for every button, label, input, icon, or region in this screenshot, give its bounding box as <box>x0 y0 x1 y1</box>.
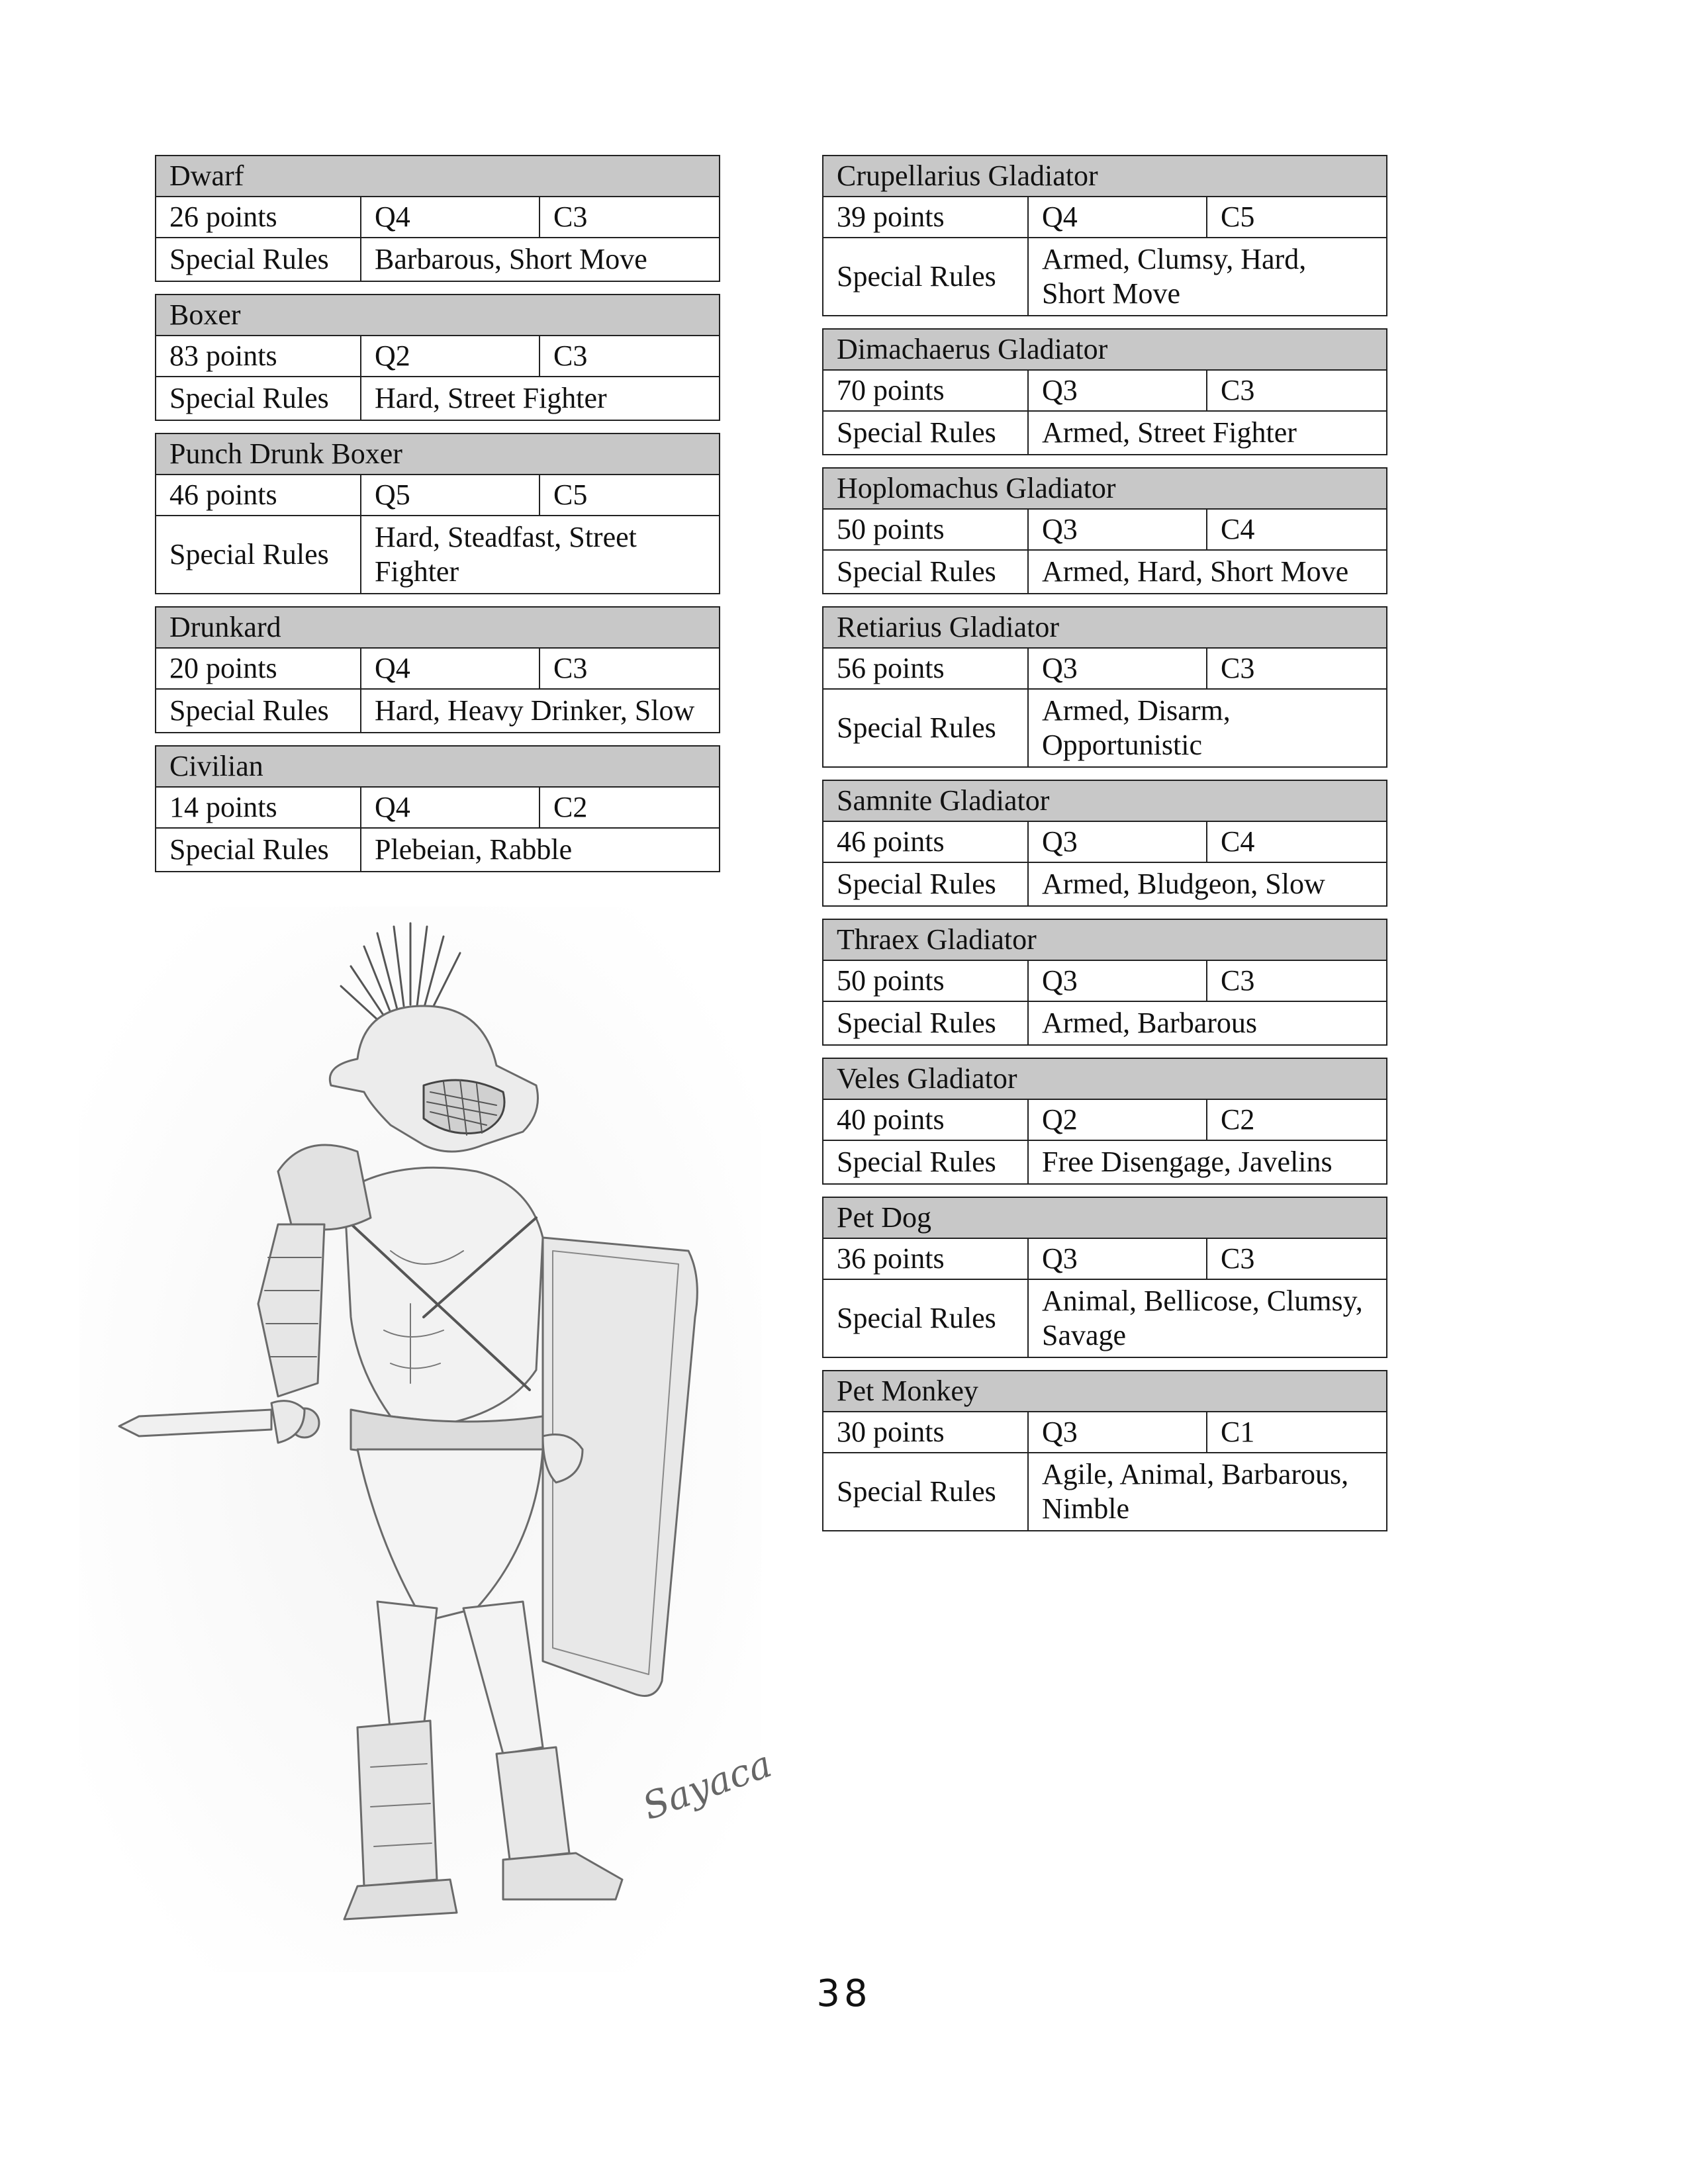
artist-signature: Sayaca <box>637 1743 778 1829</box>
special-rules-value: Armed, Clumsy, Hard, Short Move <box>1028 238 1387 316</box>
unit-points: 46 points <box>823 821 1028 862</box>
special-rules-label: Special Rules <box>823 238 1028 316</box>
unit-points: 50 points <box>823 960 1028 1001</box>
unit-card-crupellarius-gladiator <box>822 155 1387 316</box>
unit-combat: C3 <box>539 197 720 238</box>
unit-combat: C4 <box>1207 509 1387 550</box>
unit-quality: Q2 <box>361 336 539 377</box>
unit-card-drunkard <box>155 606 720 733</box>
special-rules-value: Armed, Bludgeon, Slow <box>1028 862 1387 906</box>
unit-combat: C3 <box>1207 1238 1387 1279</box>
unit-quality: Q4 <box>361 197 539 238</box>
unit-card-samnite-gladiator <box>822 780 1387 907</box>
unit-combat: C2 <box>1207 1099 1387 1140</box>
special-rules-value: Armed, Disarm, Opportunistic <box>1028 689 1387 767</box>
unit-points: 70 points <box>823 370 1028 411</box>
unit-name: Boxer <box>156 295 720 336</box>
special-rules-label: Special Rules <box>823 862 1028 906</box>
unit-points: 14 points <box>156 787 361 828</box>
page-number: 38 <box>816 1972 872 2015</box>
right-unit-column <box>822 155 1386 1543</box>
right-greave <box>496 1747 569 1860</box>
unit-card-hoplomachus-gladiator <box>822 467 1387 594</box>
unit-name: Crupellarius Gladiator <box>823 156 1387 197</box>
helmet-grill <box>424 1080 504 1134</box>
special-rules-label: Special Rules <box>156 516 361 594</box>
unit-card-pet-monkey <box>822 1370 1387 1531</box>
unit-combat: C3 <box>539 336 720 377</box>
unit-name: Veles Gladiator <box>823 1058 1387 1099</box>
unit-points: 46 points <box>156 475 361 516</box>
unit-quality: Q5 <box>361 475 539 516</box>
special-rules-label: Special Rules <box>823 1279 1028 1357</box>
unit-quality: Q4 <box>361 787 539 828</box>
torso <box>344 1167 543 1423</box>
special-rules-value: Free Disengage, Javelins <box>1028 1140 1387 1184</box>
unit-combat: C5 <box>1207 197 1387 238</box>
special-rules-label: Special Rules <box>823 689 1028 767</box>
unit-points: 20 points <box>156 648 361 689</box>
left-unit-column <box>155 155 719 884</box>
special-rules-label: Special Rules <box>823 550 1028 594</box>
unit-name: Civilian <box>156 746 720 787</box>
special-rules-label: Special Rules <box>823 1001 1028 1045</box>
special-rules-label: Special Rules <box>823 1453 1028 1531</box>
unit-card-dwarf <box>155 155 720 282</box>
special-rules-value: Animal, Bellicose, Clumsy, Savage <box>1028 1279 1387 1357</box>
unit-name: Retiarius Gladiator <box>823 607 1387 648</box>
special-rules-value: Armed, Hard, Short Move <box>1028 550 1387 594</box>
unit-card-thraex-gladiator <box>822 919 1387 1046</box>
unit-combat: C2 <box>539 787 720 828</box>
shoulder-armor <box>278 1145 371 1230</box>
unit-name: Drunkard <box>156 607 720 648</box>
special-rules-value: Hard, Heavy Drinker, Slow <box>361 689 720 733</box>
unit-name: Dimachaerus Gladiator <box>823 329 1387 370</box>
special-rules-label: Special Rules <box>156 828 361 872</box>
unit-card-dimachaerus-gladiator <box>822 328 1387 455</box>
unit-points: 83 points <box>156 336 361 377</box>
unit-combat: C3 <box>1207 960 1387 1001</box>
unit-combat: C3 <box>1207 370 1387 411</box>
unit-name: Pet Monkey <box>823 1371 1387 1412</box>
unit-card-civilian <box>155 745 720 872</box>
unit-combat: C3 <box>539 648 720 689</box>
unit-points: 56 points <box>823 648 1028 689</box>
unit-combat: C5 <box>539 475 720 516</box>
unit-name: Hoplomachus Gladiator <box>823 468 1387 509</box>
unit-quality: Q3 <box>1028 648 1207 689</box>
special-rules-label: Special Rules <box>156 377 361 420</box>
unit-quality: Q3 <box>1028 960 1207 1001</box>
special-rules-value: Armed, Street Fighter <box>1028 411 1387 455</box>
unit-name: Thraex Gladiator <box>823 919 1387 960</box>
unit-card-retiarius-gladiator <box>822 606 1387 768</box>
special-rules-label: Special Rules <box>823 1140 1028 1184</box>
unit-points: 36 points <box>823 1238 1028 1279</box>
unit-points: 39 points <box>823 197 1028 238</box>
unit-quality: Q4 <box>1028 197 1207 238</box>
special-rules-value: Armed, Barbarous <box>1028 1001 1387 1045</box>
unit-name: Dwarf <box>156 156 720 197</box>
unit-points: 30 points <box>823 1412 1028 1453</box>
unit-card-punch-drunk-boxer <box>155 433 720 594</box>
unit-points: 26 points <box>156 197 361 238</box>
unit-name: Samnite Gladiator <box>823 780 1387 821</box>
unit-quality: Q4 <box>361 648 539 689</box>
unit-quality: Q2 <box>1028 1099 1207 1140</box>
unit-points: 50 points <box>823 509 1028 550</box>
unit-card-veles-gladiator <box>822 1058 1387 1185</box>
special-rules-label: Special Rules <box>823 411 1028 455</box>
special-rules-value: Plebeian, Rabble <box>361 828 720 872</box>
unit-name: Pet Dog <box>823 1197 1387 1238</box>
unit-quality: Q3 <box>1028 821 1207 862</box>
unit-name: Punch Drunk Boxer <box>156 433 720 475</box>
unit-card-boxer <box>155 294 720 421</box>
unit-quality: Q3 <box>1028 1238 1207 1279</box>
special-rules-value: Agile, Animal, Barbarous, Nimble <box>1028 1453 1387 1531</box>
unit-card-pet-dog <box>822 1197 1387 1358</box>
special-rules-value: Hard, Steadfast, Street Fighter <box>361 516 720 594</box>
unit-quality: Q3 <box>1028 1412 1207 1453</box>
special-rules-label: Special Rules <box>156 238 361 281</box>
unit-combat: C3 <box>1207 648 1387 689</box>
special-rules-label: Special Rules <box>156 689 361 733</box>
unit-combat: C4 <box>1207 821 1387 862</box>
special-rules-value: Barbarous, Short Move <box>361 238 720 281</box>
unit-quality: Q3 <box>1028 370 1207 411</box>
gladiator-illustration <box>79 907 778 1972</box>
unit-combat: C1 <box>1207 1412 1387 1453</box>
unit-quality: Q3 <box>1028 509 1207 550</box>
unit-points: 40 points <box>823 1099 1028 1140</box>
special-rules-value: Hard, Street Fighter <box>361 377 720 420</box>
